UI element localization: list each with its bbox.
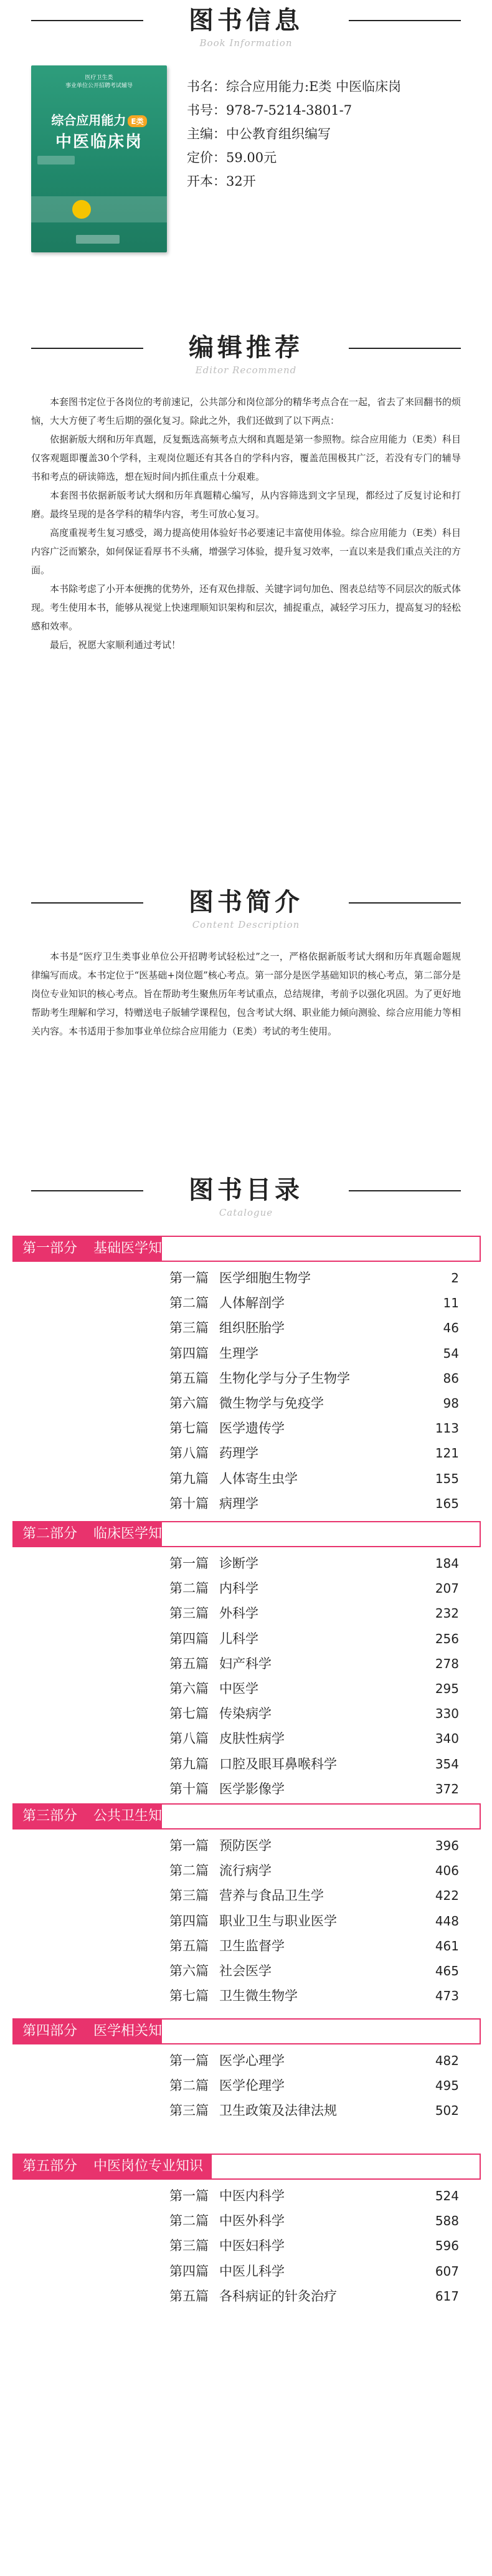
toc-row — [169, 1293, 459, 1313]
publisher-logo — [76, 235, 120, 244]
part-header — [12, 2018, 481, 2044]
chapter-title: 儿科学 — [219, 1631, 258, 1646]
chapter-title: 中医妇科学 — [219, 2238, 285, 2254]
chapter-number: 第十篇 — [169, 1496, 209, 1511]
toc-row — [169, 1679, 459, 1699]
part-name: 中医岗位专业知识 — [93, 2159, 204, 2174]
chapter-page: 461 — [435, 1938, 459, 1953]
chapter-page: 46 — [443, 1320, 459, 1336]
chapter-title: 医学心理学 — [219, 2053, 285, 2068]
book-info-list — [187, 75, 467, 193]
toc-row — [169, 1779, 459, 1799]
toc-row — [169, 2076, 459, 2096]
catalogue-header — [0, 1175, 492, 1218]
part-header — [12, 2154, 481, 2180]
part-name: 医学相关知识 — [93, 2023, 176, 2039]
chapter-title: 外科学 — [219, 1606, 258, 1621]
cover-stripe — [31, 196, 167, 222]
chapter-number: 第六篇 — [169, 1681, 209, 1696]
chapter-number: 第四篇 — [169, 1345, 209, 1361]
chapter-title: 生理学 — [219, 1345, 258, 1361]
toc-row — [169, 2286, 459, 2306]
chapter-number: 第四篇 — [169, 2263, 209, 2279]
toc-row — [169, 1603, 459, 1623]
chapter-number: 第八篇 — [169, 1731, 209, 1747]
chapter-title: 医学影像学 — [219, 1781, 285, 1796]
paragraph: 本书是“医疗卫生类事业单位公开招聘考试轻松过”之一，严格依据新版考试大纲和历年真题命题规律编写而成。本书定位于“医基础+岗位题”核心考点。第一部分是医学基础知识的核心考点，第二部分是岗位专业知识的核心考点。旨在帮助考生聚焦历年考试重点，总结规律，考前予以强化巩固。为了更好地帮助考生理解和学习，特赠送电子版辅学课程包，包含考试大纲、职业能力倾向测验、综合应用能力等相关内容。本书适用于参加事业单位综合应用能力（E类）考试的考生使用。 — [31, 951, 461, 1037]
chapter-title: 诊断学 — [219, 1556, 258, 1571]
chapter-title: 医学遗传学 — [219, 1421, 285, 1436]
chapter-number: 第一篇 — [169, 2188, 209, 2203]
toc-row — [169, 1418, 459, 1438]
chapter-page: 372 — [435, 1781, 459, 1796]
chapter-title: 医学细胞生物学 — [219, 1271, 311, 1286]
book-cover — [31, 65, 167, 252]
section-title: 图书信息 — [189, 6, 303, 35]
toc-row — [169, 1393, 459, 1413]
toc-row — [169, 1936, 459, 1956]
chapter-title: 组织胚胎学 — [219, 1320, 285, 1336]
cover-stamp-icon — [72, 200, 91, 219]
part-number: 第五部分 — [22, 2159, 78, 2174]
info-row-format: 开本：32开 — [187, 174, 256, 189]
paragraph: 本套图书定位于各岗位的考前速记，公共部分和岗位部分的精华考点合在一起，省去了来回翻书的烦恼，大大方便了考生后期的强化复习。除此之外，我们还做到了以下两点： — [31, 396, 461, 426]
info-row-isbn: 书号：978-7-5214-3801-7 — [187, 103, 352, 118]
chapter-page: 617 — [435, 2288, 459, 2304]
paragraph: 本书除考虑了小开本便携的优势外，还有双色排版、关键字词句加色、图表总结等不同层次的版式体现。考生使用本书，能够从视觉上快速理顺知识架构和层次，捕捉重点，减轻学习压力，提高复习的轻松感和效率。 — [31, 583, 461, 632]
chapter-page: 256 — [435, 1631, 459, 1646]
chapter-title: 卫生监督学 — [219, 1938, 285, 1953]
cover-publisher-line — [31, 74, 167, 90]
chapter-title: 妇产科学 — [219, 1656, 272, 1671]
chapter-title: 社会医学 — [219, 1963, 272, 1978]
chapter-page: 54 — [443, 1345, 459, 1361]
toc-row — [169, 1961, 459, 1981]
chapter-title: 中医学 — [219, 1681, 258, 1696]
paragraph: 依据新版大纲和历年真题，反复甄选高频考点大纲和真题是第一参照物。综合应用能力（E类）科目仅客观题即覆盖30个学科，主观岗位题还有其各自的学科内容，覆盖范围极其广泛，若没有专门的辅导书和考点的研读筛选，想在短时间内抓住重点十分艰难。 — [31, 434, 461, 482]
toc-row — [169, 2051, 459, 2071]
chapter-page: 2 — [451, 1271, 459, 1286]
chapter-page: 155 — [435, 1471, 459, 1486]
chapter-page: 113 — [435, 1421, 459, 1436]
chapter-title: 卫生政策及法律法规 — [219, 2103, 337, 2119]
chapter-page: 396 — [435, 1838, 459, 1853]
part-header — [12, 1803, 481, 1829]
toc-row — [169, 1986, 459, 2006]
cover-title-line1: 综合应用能力 — [51, 113, 126, 128]
part-number: 第二部分 — [22, 1526, 78, 1542]
chapter-number: 第六篇 — [169, 1396, 209, 1411]
chapter-title: 人体解剖学 — [219, 1295, 285, 1311]
chapter-page: 184 — [435, 1556, 459, 1571]
chapter-number: 第一篇 — [169, 1838, 209, 1853]
chapter-page: 596 — [435, 2238, 459, 2254]
chapter-page: 165 — [435, 1496, 459, 1511]
chapter-title: 内科学 — [219, 1581, 258, 1596]
chapter-page: 524 — [435, 2188, 459, 2203]
cover-title-tag: E类 — [128, 115, 146, 127]
chapter-page: 482 — [435, 2053, 459, 2068]
chapter-number: 第一篇 — [169, 2053, 209, 2068]
chapter-number: 第六篇 — [169, 1963, 209, 1978]
section-subtitle: Book Information — [199, 37, 293, 49]
chapter-title: 药理学 — [219, 1446, 258, 1461]
chapter-page: 207 — [435, 1581, 459, 1596]
section-subtitle: Editor Recommend — [195, 365, 297, 376]
chapter-title: 皮肤性病学 — [219, 1731, 285, 1747]
toc-row — [169, 2236, 459, 2256]
chapter-title: 各科病证的针灸治疗 — [219, 2288, 337, 2304]
chapter-number: 第四篇 — [169, 1913, 209, 1929]
toc-row — [169, 1578, 459, 1598]
toc-row — [169, 1318, 459, 1338]
intro-text — [31, 947, 461, 1041]
chapter-number: 第三篇 — [169, 1320, 209, 1336]
paragraph: 本套图书依据新版考试大纲和历年真题精心编写，从内容筛选到文字呈现，都经过了反复讨论和打磨。最终呈现的是各学科的精华内容，考生可放心复习。 — [31, 490, 461, 520]
chapter-page: 121 — [435, 1446, 459, 1461]
chapter-title: 微生物学与免疫学 — [219, 1396, 324, 1411]
chapter-page: 465 — [435, 1963, 459, 1978]
part-name: 临床医学知识 — [93, 1526, 176, 1542]
chapter-title: 口腔及眼耳鼻喉科学 — [219, 1756, 337, 1772]
chapter-title: 职业卫生与职业医学 — [219, 1913, 337, 1929]
chapter-title: 中医内科学 — [219, 2188, 285, 2203]
chapter-number: 第九篇 — [169, 1756, 209, 1772]
chapter-number: 第一篇 — [169, 1556, 209, 1571]
paragraph: 高度重视考生复习感受，竭力提高使用体验好书必要速记丰富使用体验。综合应用能力（E类）科目内容广泛而繁杂，如何保证看厚书不头痛，增强学习体验，提升复习效率，一直以来是我们重点关注的方面。 — [31, 527, 461, 576]
part-header — [12, 1236, 481, 1262]
paragraph: 最后，祝愿大家顺利通过考试！ — [50, 639, 181, 651]
chapter-title: 流行病学 — [219, 1863, 272, 1879]
chapter-page: 11 — [443, 1295, 459, 1311]
chapter-number: 第四篇 — [169, 1631, 209, 1646]
chapter-page: 330 — [435, 1706, 459, 1722]
chapter-number: 第八篇 — [169, 1446, 209, 1461]
chapter-number: 第三篇 — [169, 2103, 209, 2119]
toc-row — [169, 2186, 459, 2206]
chapter-page: 495 — [435, 2078, 459, 2094]
part-label — [14, 1237, 176, 1261]
chapter-number: 第五篇 — [169, 1938, 209, 1953]
chapter-page: 98 — [443, 1396, 459, 1411]
cover-title — [40, 110, 158, 128]
toc-row — [169, 1836, 459, 1856]
chapter-page: 86 — [443, 1370, 459, 1386]
chapter-page: 588 — [435, 2213, 459, 2229]
toc-row — [169, 1553, 459, 1573]
chapter-page: 448 — [435, 1913, 459, 1929]
chapter-title: 人体寄生虫学 — [219, 1471, 298, 1486]
chapter-page: 278 — [435, 1656, 459, 1671]
part-header — [12, 1521, 481, 1547]
chapter-page: 354 — [435, 1756, 459, 1772]
chapter-number: 第五篇 — [169, 1656, 209, 1671]
chapter-page: 406 — [435, 1863, 459, 1879]
toc-row — [169, 1629, 459, 1649]
chapter-number: 第二篇 — [169, 1863, 209, 1879]
toc-row — [169, 1861, 459, 1881]
section-subtitle: Catalogue — [219, 1207, 273, 1218]
part-label — [14, 1805, 176, 1828]
toc-row — [169, 1494, 459, 1514]
cover-title-line2: 中医临床岗 — [55, 133, 143, 151]
chapter-number: 第五篇 — [169, 1370, 209, 1386]
chapter-number: 第三篇 — [169, 2238, 209, 2254]
chapter-number: 第七篇 — [169, 1421, 209, 1436]
chapter-number: 第二篇 — [169, 1581, 209, 1596]
toc-row — [169, 1469, 459, 1489]
part-number: 第三部分 — [22, 1808, 78, 1824]
chapter-page: 340 — [435, 1731, 459, 1747]
toc-row — [169, 1886, 459, 1906]
toc-row — [169, 1911, 459, 1931]
toc-row — [169, 1368, 459, 1388]
book-info-header — [0, 5, 492, 49]
section-title: 图书目录 — [189, 1176, 303, 1205]
part-label — [14, 2155, 212, 2178]
chapter-title: 中医儿科学 — [219, 2263, 285, 2279]
intro-header — [0, 887, 492, 930]
chapter-number: 第五篇 — [169, 2288, 209, 2304]
chapter-number: 第二篇 — [169, 1295, 209, 1311]
toc-row — [169, 1654, 459, 1674]
part-name: 公共卫生知识 — [93, 1808, 176, 1824]
part-number: 第四部分 — [22, 2023, 78, 2039]
toc-row — [169, 2211, 459, 2231]
toc-row — [169, 1443, 459, 1463]
chapter-title: 预防医学 — [219, 1838, 272, 1853]
info-row-title: 书名：综合应用能力:E类 中医临床岗 — [187, 79, 402, 94]
chapter-page: 295 — [435, 1681, 459, 1696]
chapter-number: 第三篇 — [169, 1888, 209, 1904]
info-row-editor: 主编：中公教育组织编写 — [187, 126, 331, 141]
chapter-number: 第十篇 — [169, 1781, 209, 1796]
chapter-page: 607 — [435, 2263, 459, 2279]
toc-row — [169, 1729, 459, 1748]
part-label — [14, 2020, 176, 2043]
section-title: 编辑推荐 — [189, 333, 303, 362]
chapter-page: 232 — [435, 1606, 459, 1621]
chapter-title: 医学伦理学 — [219, 2078, 285, 2094]
chapter-page: 473 — [435, 1988, 459, 2004]
section-title: 图书简介 — [189, 888, 303, 917]
part-name: 基础医学知识 — [93, 1241, 176, 1256]
chapter-title: 营养与食品卫生学 — [219, 1888, 324, 1904]
chapter-number: 第二篇 — [169, 2213, 209, 2229]
chapter-number: 第七篇 — [169, 1988, 209, 2004]
editor-header — [0, 332, 492, 376]
chapter-number: 第二篇 — [169, 2078, 209, 2094]
chapter-number: 第一篇 — [169, 1271, 209, 1286]
editor-text — [31, 393, 461, 654]
chapter-page: 502 — [435, 2103, 459, 2119]
part-label — [14, 1522, 176, 1546]
chapter-title: 中医外科学 — [219, 2213, 285, 2229]
toc-row — [169, 1268, 459, 1288]
toc-row — [169, 2261, 459, 2281]
chapter-number: 第三篇 — [169, 1606, 209, 1621]
info-row-price: 定价：59.00元 — [187, 150, 277, 165]
cover-pub-line2: 事业单位公开招聘考试辅导 — [65, 83, 133, 89]
chapter-number: 第九篇 — [169, 1471, 209, 1486]
cover-badge — [37, 156, 75, 165]
chapter-title: 传染病学 — [219, 1706, 272, 1722]
chapter-page: 422 — [435, 1888, 459, 1904]
toc-row — [169, 2101, 459, 2120]
chapter-title: 生物化学与分子生物学 — [219, 1370, 350, 1386]
cover-pub-line1: 医疗卫生类 — [85, 75, 113, 81]
chapter-title: 卫生微生物学 — [219, 1988, 298, 2004]
part-number: 第一部分 — [22, 1241, 78, 1256]
toc-row — [169, 1343, 459, 1363]
section-subtitle: Content Description — [192, 919, 300, 930]
toc-row — [169, 1704, 459, 1724]
toc-row — [169, 1754, 459, 1774]
chapter-title: 病理学 — [219, 1496, 258, 1511]
chapter-number: 第七篇 — [169, 1706, 209, 1722]
